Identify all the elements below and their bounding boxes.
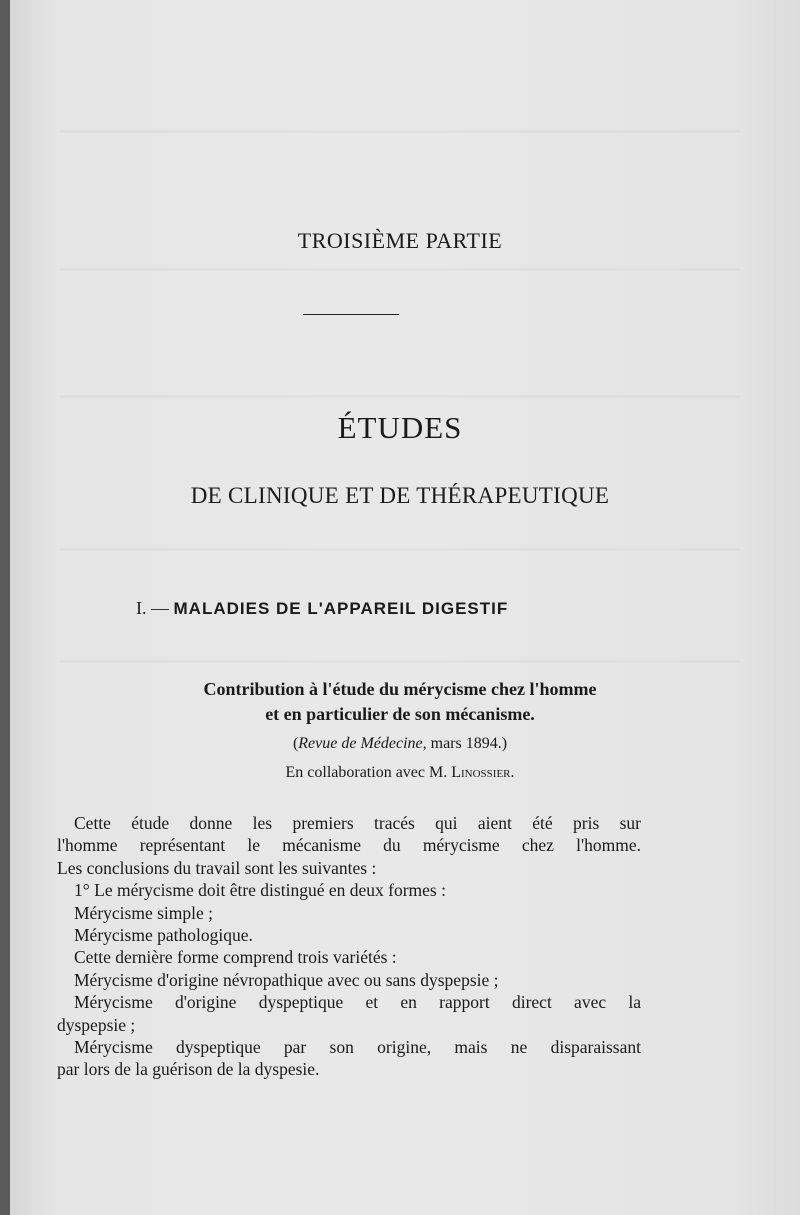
article-title-line-2: et en particulier de son mécanisme. bbox=[265, 704, 535, 724]
body-line: par lors de la guérison de la dyspesie. bbox=[57, 1059, 320, 1080]
body-line: 1° Le mérycisme doit être distingué en deux formes : bbox=[74, 880, 446, 901]
bleed-through bbox=[60, 395, 740, 398]
bleed-through bbox=[60, 660, 740, 663]
body-line: dyspepsie ; bbox=[57, 1014, 136, 1035]
body-line: Mérycisme d'origine dyspeptique et en rapport direct avec la bbox=[74, 992, 641, 1013]
main-title: ÉTUDES bbox=[337, 410, 463, 445]
title-rule bbox=[303, 314, 399, 315]
body-line: Mérycisme simple ; bbox=[74, 902, 214, 923]
source-open: ( bbox=[292, 735, 299, 752]
source-date: mars 1894.) bbox=[426, 735, 508, 752]
body-line: Cette dernière forme comprend trois variétés : bbox=[74, 947, 397, 968]
part-title: TROISIÈME PARTIE bbox=[297, 228, 503, 253]
section-number: I. bbox=[136, 598, 147, 618]
body-line: Mérycisme d'origine névropathique avec ou sans dyspepsie ; bbox=[74, 969, 499, 990]
collab-name: Linossier bbox=[451, 764, 511, 781]
article-title-line-1: Contribution à l'étude du mérycisme chez l'homme bbox=[203, 679, 597, 699]
subtitle: DE CLINIQUE ET DE THÉRAPEUTIQUE bbox=[190, 483, 610, 508]
page-gutter bbox=[0, 0, 10, 1215]
body-text bbox=[57, 812, 641, 1081]
body-line: l'homme représentant le mécanisme du mérycisme chez l'homme. bbox=[57, 835, 641, 856]
section-title: MALADIES DE L'APPAREIL DIGESTIF bbox=[173, 599, 509, 618]
bleed-through bbox=[60, 130, 740, 133]
source-journal: Revue de Médecine, bbox=[298, 735, 427, 752]
section-dash: — bbox=[146, 598, 174, 618]
body-line: Les conclusions du travail sont les suivantes : bbox=[57, 857, 377, 878]
bleed-through bbox=[60, 548, 740, 551]
body-line: Mérycisme dyspeptique par son origine, mais ne disparaissant bbox=[74, 1037, 641, 1058]
body-line: Mérycisme pathologique. bbox=[74, 925, 253, 946]
section-heading bbox=[136, 598, 508, 619]
bleed-through bbox=[60, 268, 740, 271]
article-source bbox=[0, 735, 800, 753]
body-line: Cette étude donne les premiers tracés qui aient été pris sur bbox=[74, 813, 641, 833]
article-collaboration bbox=[0, 764, 800, 782]
collab-prefix: En collaboration avec M. bbox=[285, 764, 452, 781]
collab-suffix: . bbox=[510, 764, 515, 781]
